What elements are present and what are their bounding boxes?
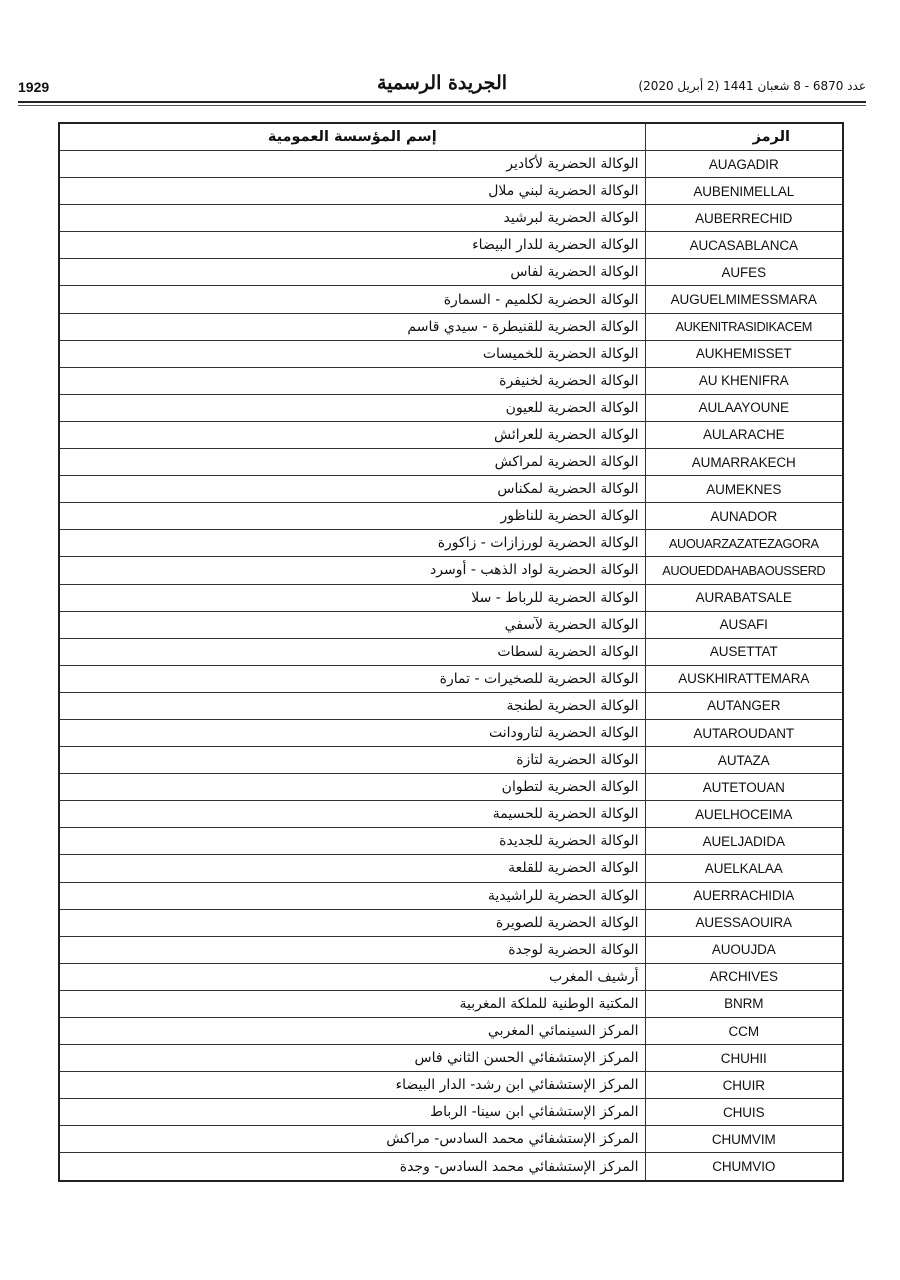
table-row [59,665,843,692]
table-row [59,557,843,584]
header-code: الرمز [645,123,843,151]
header-institution-name: إسم المؤسسة العمومية [59,123,645,151]
institution-name-cell: المركز الإستشفائي محمد السادس- مراكش [59,1126,645,1153]
table-row [59,828,843,855]
table-row [59,259,843,286]
institution-name-cell: الوكالة الحضرية لتطوان [59,774,645,801]
institution-code-cell: AUBERRECHID [645,205,843,232]
institution-name-cell: الوكالة الحضرية لتازة [59,747,645,774]
institution-name-cell: أرشيف المغرب [59,963,645,990]
institution-code-cell: AUSETTAT [645,638,843,665]
gazette-title: الجريدة الرسمية [376,72,508,94]
table-row [59,313,843,340]
institution-name-cell: المركز الإستشفائي محمد السادس- وجدة [59,1153,645,1181]
table-row [59,1072,843,1099]
institution-code-cell: AUOUARZAZATEZAGORA [645,530,843,557]
institution-code-cell: AUELKALAA [645,855,843,882]
table-row [59,476,843,503]
institution-name-cell: الوكالة الحضرية لفاس [59,259,645,286]
header-rule [18,101,866,103]
table-row [59,692,843,719]
table-row [59,638,843,665]
institution-code-cell: AULARACHE [645,421,843,448]
institution-name-cell: الوكالة الحضرية لواد الذهب - أوسرد [59,557,645,584]
table-row [59,1153,843,1181]
institution-name-cell: الوكالة الحضرية لسطات [59,638,645,665]
table-row [59,503,843,530]
institution-code-cell: AUOUJDA [645,936,843,963]
table-row [59,774,843,801]
institution-name-cell: المركز الإستشفائي الحسن الثاني فاس [59,1045,645,1072]
table-row [59,611,843,638]
table-row [59,449,843,476]
table-row [59,394,843,421]
institution-code-cell: CCM [645,1018,843,1045]
institution-name-cell: المكتبة الوطنية للملكة المغربية [59,990,645,1017]
institution-code-cell: AUMARRAKECH [645,449,843,476]
institution-code-cell: BNRM [645,990,843,1017]
institution-name-cell: الوكالة الحضرية للقلعة [59,855,645,882]
table-row [59,367,843,394]
table-row [59,178,843,205]
table-row [59,286,843,313]
page-number: 1929 [18,79,50,95]
institution-name-cell: المركز الإستشفائي ابن سينا- الرباط [59,1099,645,1126]
institution-code-cell: AUOUEDDAHABAOUSSERD [645,557,843,584]
institution-name-cell: الوكالة الحضرية للصويرة [59,909,645,936]
table-row [59,936,843,963]
institution-name-cell: الوكالة الحضرية لطنجة [59,692,645,719]
institution-name-cell: الوكالة الحضرية للرباط - سلا [59,584,645,611]
table-row [59,421,843,448]
institution-name-cell: المركز السينمائي المغربي [59,1018,645,1045]
institutions-table-wrapper [58,122,842,1182]
institution-code-cell: AUCASABLANCA [645,232,843,259]
institution-code-cell: AUMEKNES [645,476,843,503]
institution-code-cell: AU KHENIFRA [645,367,843,394]
institution-code-cell: CHUIR [645,1072,843,1099]
institution-name-cell: الوكالة الحضرية لبني ملال [59,178,645,205]
institution-name-cell: الوكالة الحضرية لوجدة [59,936,645,963]
institution-code-cell: AUFES [645,259,843,286]
table-row [59,990,843,1017]
institution-name-cell: الوكالة الحضرية للصخيرات - تمارة [59,665,645,692]
institution-code-cell: ARCHIVES [645,963,843,990]
institution-code-cell: AUBENIMELLAL [645,178,843,205]
institution-name-cell: المركز الإستشفائي ابن رشد- الدار البيضاء [59,1072,645,1099]
institution-code-cell: AUTETOUAN [645,774,843,801]
table-row [59,530,843,557]
institution-name-cell: الوكالة الحضرية للجديدة [59,828,645,855]
institution-name-cell: الوكالة الحضرية لتارودانت [59,719,645,746]
institution-code-cell: AUESSAOUIRA [645,909,843,936]
table-row [59,747,843,774]
table-row [59,340,843,367]
table-row [59,584,843,611]
table-row [59,151,843,178]
institution-name-cell: الوكالة الحضرية لكلميم - السمارة [59,286,645,313]
institution-code-cell: AUGUELMIMESSMARA [645,286,843,313]
page-header [18,70,866,100]
table-row [59,1045,843,1072]
table-row [59,909,843,936]
institution-code-cell: AUTAZA [645,747,843,774]
institution-name-cell: الوكالة الحضرية لمكناس [59,476,645,503]
table-row [59,855,843,882]
institution-code-cell: AUTANGER [645,692,843,719]
institution-name-cell: الوكالة الحضرية للراشيدية [59,882,645,909]
institution-name-cell: الوكالة الحضرية لخنيفرة [59,367,645,394]
table-row [59,801,843,828]
header-rule-thin [18,105,866,106]
table-row [59,232,843,259]
institution-code-cell: AUNADOR [645,503,843,530]
table-row [59,882,843,909]
table-row [59,719,843,746]
institution-name-cell: الوكالة الحضرية لأكادير [59,151,645,178]
table-body [59,151,843,1181]
institution-code-cell: AUSAFI [645,611,843,638]
institution-code-cell: AURABATSALE [645,584,843,611]
institution-name-cell: الوكالة الحضرية للقنيطرة - سيدي قاسم [59,313,645,340]
institution-code-cell: CHUHII [645,1045,843,1072]
institution-code-cell: CHUMVIM [645,1126,843,1153]
institution-name-cell: الوكالة الحضرية لورزازات - زاكورة [59,530,645,557]
institution-code-cell: AUKENITRASIDIKACEM [645,313,843,340]
table-row [59,205,843,232]
institution-code-cell: AULAAYOUNE [645,394,843,421]
institution-name-cell: الوكالة الحضرية للعرائش [59,421,645,448]
institution-name-cell: الوكالة الحضرية للعيون [59,394,645,421]
institution-name-cell: الوكالة الحضرية للناظور [59,503,645,530]
institution-name-cell: الوكالة الحضرية للحسيمة [59,801,645,828]
institution-code-cell: AUELHOCEIMA [645,801,843,828]
institution-code-cell: AUERRACHIDIA [645,882,843,909]
issue-info: عدد 6870 - 8 شعبان 1441 (2 أبريل 2020) [638,79,866,93]
institution-code-cell: AUSKHIRATTEMARA [645,665,843,692]
institution-name-cell: الوكالة الحضرية لآسفي [59,611,645,638]
institution-code-cell: CHUMVIO [645,1153,843,1181]
institution-name-cell: الوكالة الحضرية لبرشيد [59,205,645,232]
table-header-row [59,123,843,151]
institution-code-cell: AUKHEMISSET [645,340,843,367]
institutions-table [58,122,844,1182]
table-row [59,1018,843,1045]
table-row [59,1099,843,1126]
institution-code-cell: AUAGADIR [645,151,843,178]
institution-name-cell: الوكالة الحضرية للدار البيضاء [59,232,645,259]
institution-name-cell: الوكالة الحضرية للخميسات [59,340,645,367]
institution-code-cell: CHUIS [645,1099,843,1126]
institution-code-cell: AUELJADIDA [645,828,843,855]
table-row [59,963,843,990]
institution-code-cell: AUTAROUDANT [645,719,843,746]
institution-name-cell: الوكالة الحضرية لمراكش [59,449,645,476]
table-row [59,1126,843,1153]
